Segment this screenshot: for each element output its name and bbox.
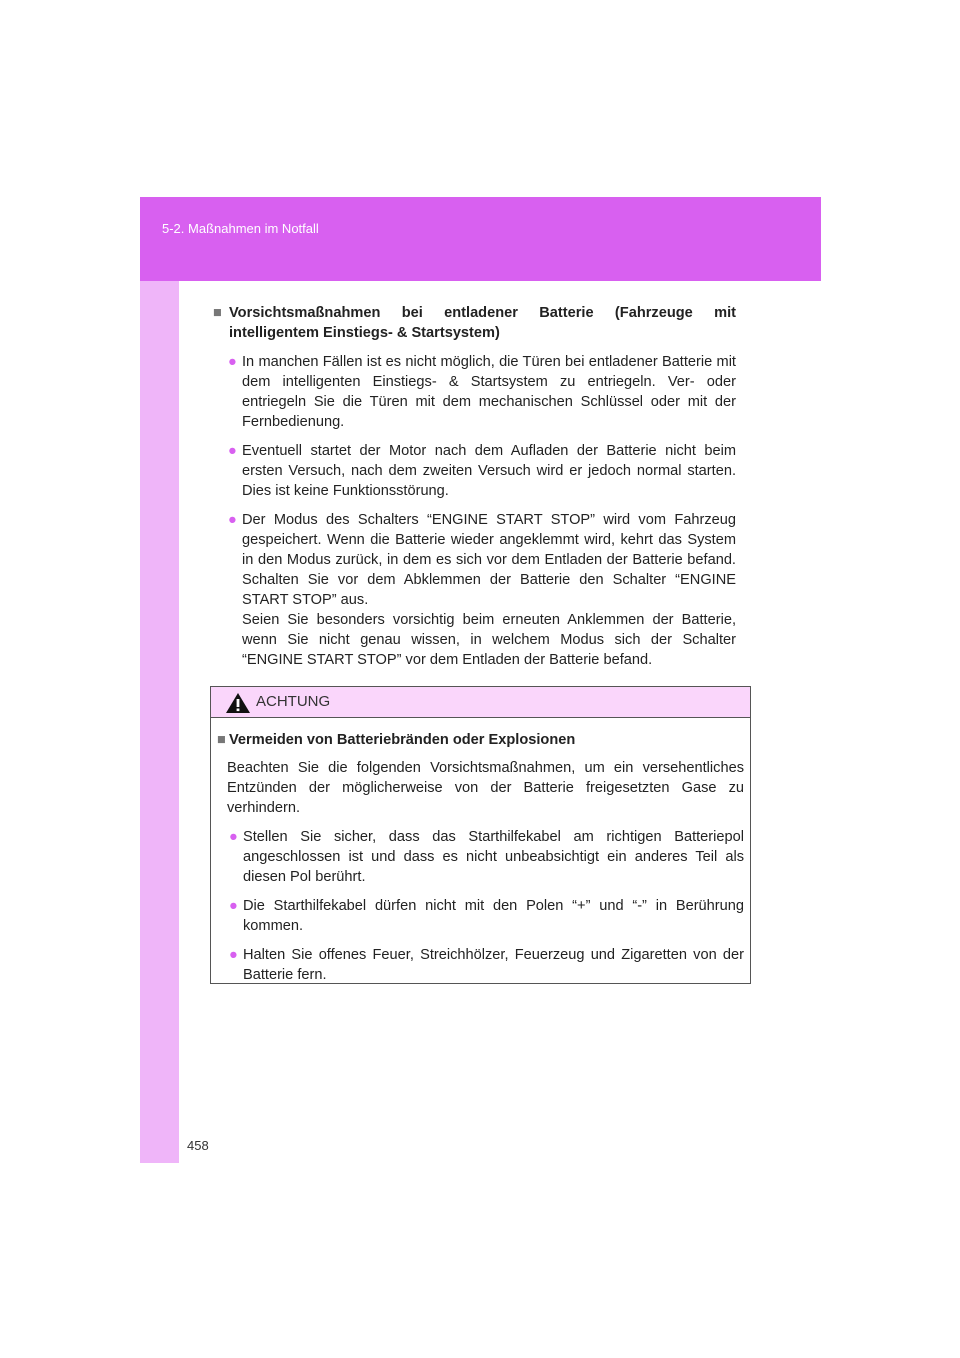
- bullet-marker: ●: [229, 898, 238, 914]
- warning-title: ACHTUNG: [256, 693, 331, 710]
- bullet-text: Seien Sie besonders vorsichtig beim erneuten Anklemmen der Batterie, wenn Sie nicht genau wissen, in welchem Modus sich der Schalter “ENGINE START STOP” vor dem Entladen der Batterie befand.: [242, 612, 736, 668]
- warning-heading: [217, 730, 744, 750]
- bullet-marker: ●: [228, 443, 237, 459]
- bullet-marker: ●: [229, 829, 238, 845]
- list-item: [229, 945, 744, 985]
- warning-intro: Beachten Sie die folgenden Vorsichtsmaßnahmen, um ein versehentliches Entzünden der möglicherweise von der Batterie freigesetzten Gase zu verhindern.: [227, 760, 744, 816]
- list-item: [229, 827, 744, 887]
- main-content: [213, 303, 736, 670]
- bullet-text: Eventuell startet der Motor nach dem Aufladen der Batterie nicht beim ersten Versuch, nach dem zweiten Versuch wird er jedoch normal starten. Dies ist keine Funktionsstörung.: [242, 443, 736, 499]
- warning-heading-text: Vermeiden von Batteriebränden oder Explosionen: [229, 732, 576, 748]
- square-marker: ■: [217, 732, 226, 748]
- section-heading-text: Vorsichtsmaßnahmen bei entladener Batterie (Fahrzeuge mit intelligentem Einstiegs- & Startsystem): [229, 305, 736, 341]
- list-item: [228, 510, 736, 670]
- bullet-marker: ●: [228, 354, 237, 370]
- section-heading: [213, 303, 736, 343]
- bullet-text: Stellen Sie sicher, dass das Starthilfekabel am richtigen Batteriepol angeschlossen ist und dass es nicht unbeabsichtigt ein anderes Teil als diesen Pol berührt.: [243, 829, 744, 885]
- warning-body: [211, 718, 750, 985]
- bullet-marker: ●: [229, 947, 238, 963]
- bullet-text: In manchen Fällen ist es nicht möglich, die Türen bei entladener Batterie mit dem intelligenten Einstiegs- & Startsystem zu entriegeln. Ver- oder entriegeln Sie die Türen mit dem mechanischen Schlüssel oder mit der Fernbedienung.: [242, 354, 736, 430]
- bullet-text: Der Modus des Schalters “ENGINE START STOP” wird vom Fahrzeug gespeichert. Wenn die Batterie wieder angeklemmt wird, kehrt das System in den Modus zurück, in dem es sich vor dem Entladen der Batterie befand. Schalten Sie vor dem Abklemmen der Batterie den Schalter “ENGINE START STOP” aus.: [242, 512, 736, 608]
- warning-header: [211, 687, 750, 718]
- bullet-text: Halten Sie offenes Feuer, Streichhölzer, Feuerzeug und Zigaretten von der Batterie fern.: [243, 947, 744, 983]
- list-item: [228, 352, 736, 432]
- bullet-marker: ●: [228, 512, 237, 528]
- page-number: 458: [187, 1138, 209, 1153]
- list-item: [228, 441, 736, 501]
- header-band: [140, 197, 821, 281]
- sidebar-strip: [140, 281, 179, 1163]
- section-label: 5-2. Maßnahmen im Notfall: [162, 221, 319, 236]
- bullet-text: Die Starthilfekabel dürfen nicht mit den Polen “+” und “-” in Berührung kommen.: [243, 898, 744, 934]
- list-item: [229, 896, 744, 936]
- warning-box: [210, 686, 751, 984]
- square-marker: ■: [213, 305, 222, 321]
- warning-triangle-icon: [225, 692, 251, 714]
